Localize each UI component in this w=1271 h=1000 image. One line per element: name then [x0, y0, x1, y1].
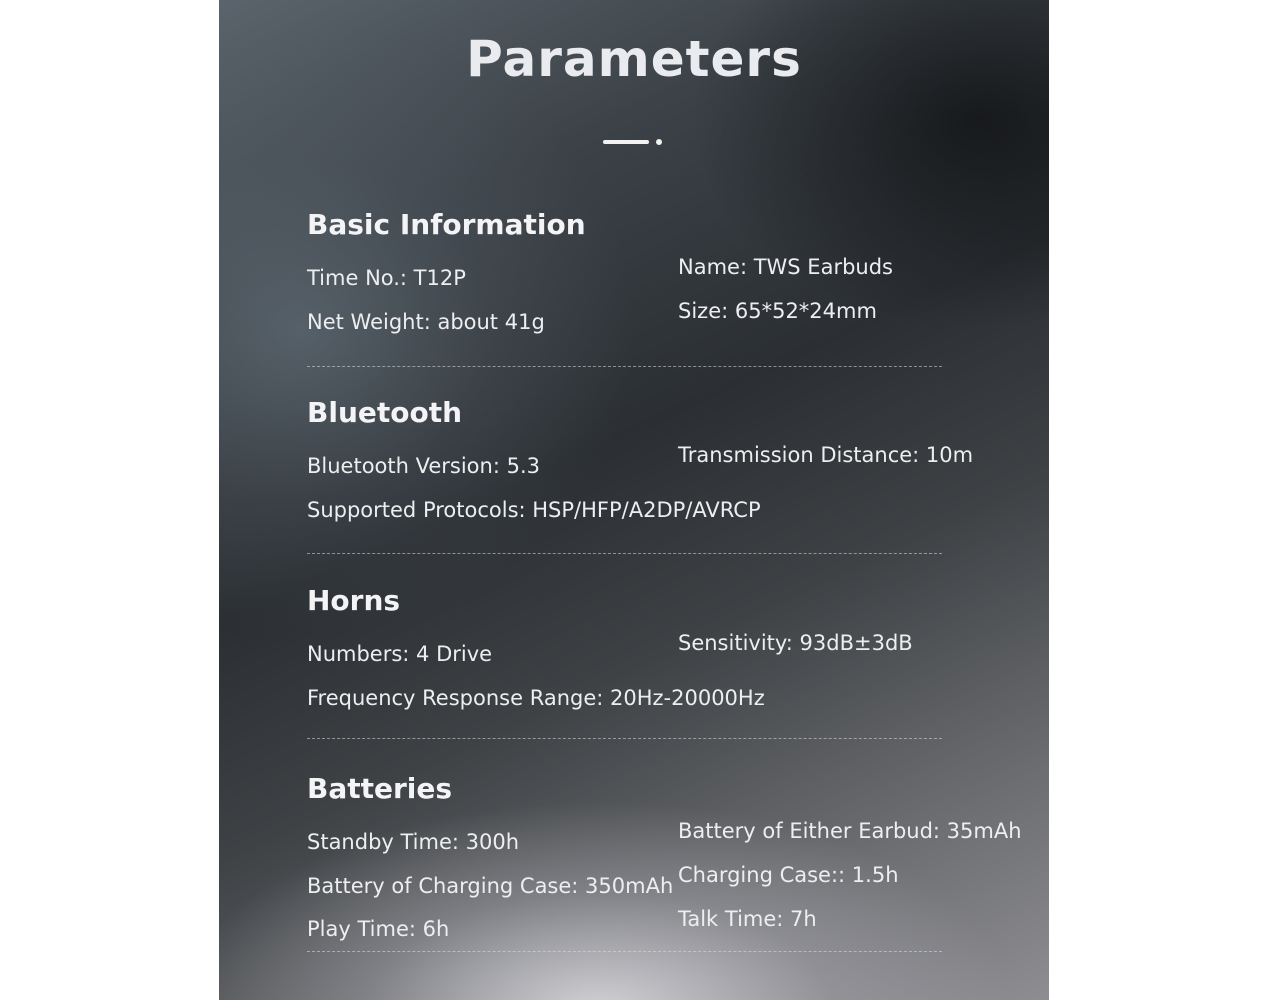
section-heading-basic-information: Basic Information [307, 208, 586, 241]
spec-talk-time: Talk Time: 7h [678, 907, 817, 931]
page-title: Parameters [466, 30, 802, 88]
section-divider [307, 738, 942, 739]
spec-play-time: Play Time: 6h [307, 917, 450, 941]
spec-frequency-response: Frequency Response Range: 20Hz-20000Hz [307, 686, 765, 710]
section-heading-batteries: Batteries [307, 772, 453, 805]
spec-case-battery: Battery of Charging Case: 350mAh [307, 874, 674, 898]
section-heading-horns: Horns [307, 584, 401, 617]
section-divider [307, 951, 942, 952]
section-divider [307, 553, 942, 554]
spec-sensitivity: Sensitivity: 93dB±3dB [678, 631, 913, 655]
parameters-panel [219, 0, 1049, 1000]
spec-standby-time: Standby Time: 300h [307, 830, 520, 854]
title-underline [603, 140, 649, 144]
section-divider [307, 366, 942, 367]
spec-charging-case-time: Charging Case:: 1.5h [678, 863, 899, 887]
title-dot [656, 139, 662, 145]
spec-transmission-distance: Transmission Distance: 10m [678, 443, 974, 467]
section-heading-bluetooth: Bluetooth [307, 396, 463, 429]
spec-earbud-battery: Battery of Either Earbud: 35mAh [678, 819, 1022, 843]
spec-model-number: Time No.: T12P [307, 266, 466, 290]
spec-name: Name: TWS Earbuds [678, 255, 893, 279]
spec-bluetooth-version: Bluetooth Version: 5.3 [307, 454, 540, 478]
spec-size: Size: 65*52*24mm [678, 299, 877, 323]
spec-supported-protocols: Supported Protocols: HSP/HFP/A2DP/AVRCP [307, 498, 761, 522]
spec-numbers: Numbers: 4 Drive [307, 642, 493, 666]
spec-net-weight: Net Weight: about 41g [307, 310, 545, 334]
